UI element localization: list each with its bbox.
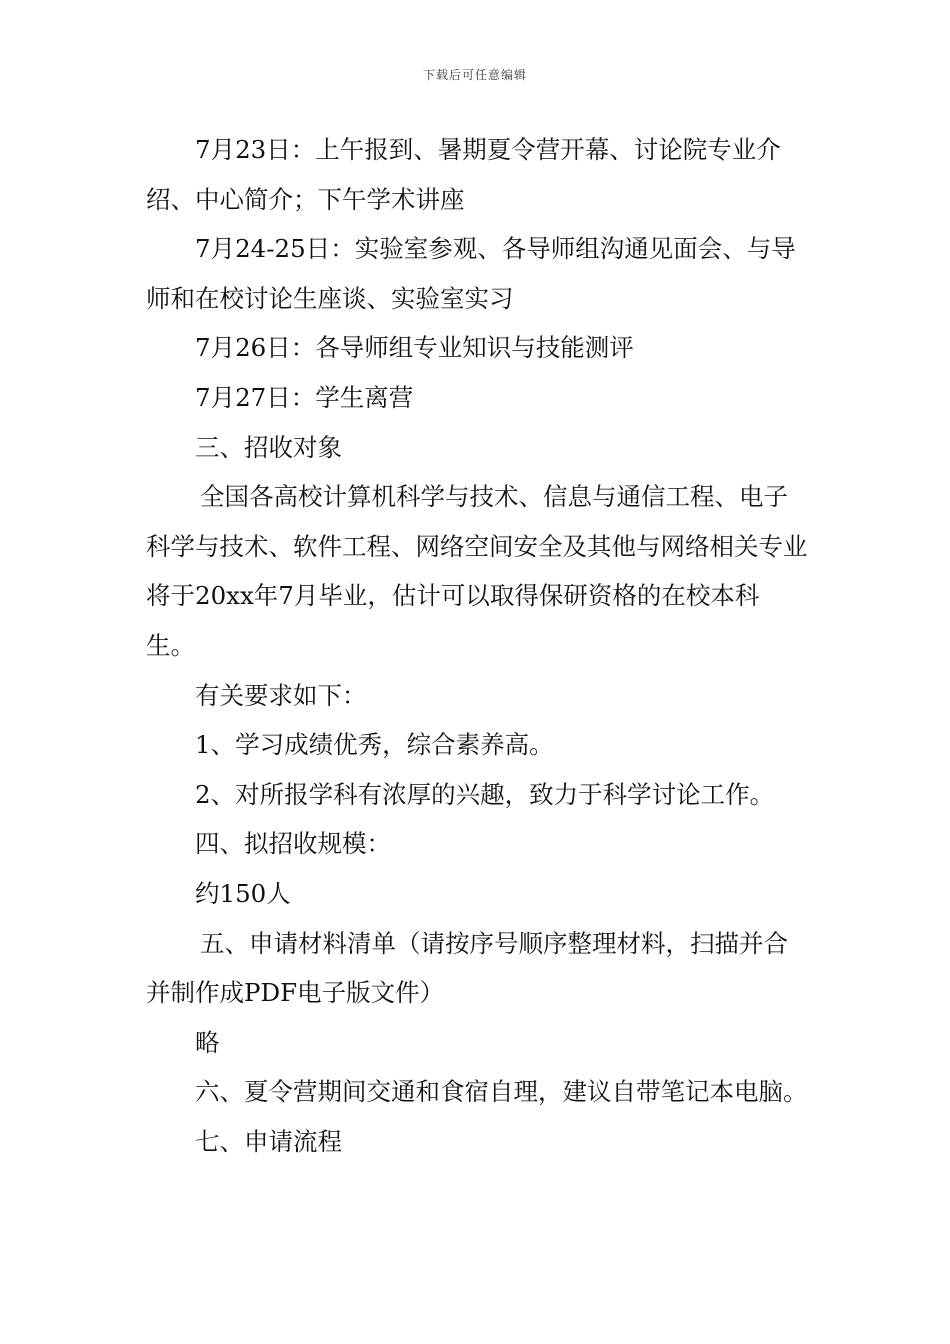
- section-heading-logistics: 六、夏令营期间交通和食宿自理，建议自带笔记本电脑。: [195, 1077, 808, 1107]
- section-heading-materials: 五、申请材料清单（请按序号顺序整理材料，扫描并合并制作成PDF电子版文件）: [146, 928, 788, 1008]
- section-heading-scale: 四、拟招收规模：: [195, 829, 391, 859]
- list-item-requirement-1: 1、学习成绩优秀，综合素养高。: [195, 730, 554, 760]
- paragraph-schedule-jul24-25: 7月24-25日：实验室参观、各导师组沟通见面会、与导师和在校讨论生座谈、实验室实习: [146, 234, 796, 313]
- document-body: [146, 125, 808, 1166]
- section-heading-application-process: 七、申请流程: [195, 1126, 342, 1156]
- paragraph-schedule-jul26: 7月26日：各导师组专业知识与技能测评: [195, 333, 634, 363]
- paragraph-requirements-intro: 有关要求如下：: [195, 680, 367, 710]
- list-item-requirement-2: 2、对所报学科有浓厚的兴趣，致力于科学讨论工作。: [195, 779, 775, 809]
- paragraph-scale: 约150人: [195, 878, 291, 908]
- paragraph-recruitment-target: 全国各高校计算机科学与技术、信息与通信工程、电子科学与技术、软件工程、网络空间安全及其他与网络相关专业将于20xx年7月毕业，估计可以取得保研资格的在校本科生。: [146, 482, 808, 660]
- section-heading-recruitment-target: 三、招收对象: [195, 432, 342, 462]
- paragraph-materials: 略: [195, 1027, 220, 1057]
- header-note: 下载后可任意编辑: [422, 68, 527, 82]
- paragraph-schedule-jul23: 7月23日：上午报到、暑期夏令营开幕、讨论院专业介绍、中心简介；下午学术讲座: [146, 135, 781, 214]
- paragraph-schedule-jul27: 7月27日：学生离营: [195, 382, 414, 412]
